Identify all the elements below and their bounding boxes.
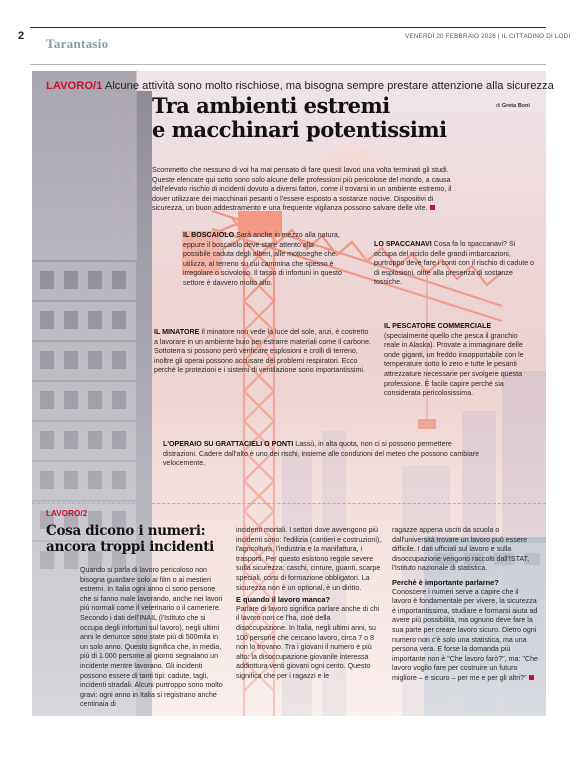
section-rule [30,64,546,65]
end-mark-icon [430,205,435,210]
column-2-text-a: incidenti mortali. I settori dove avvengono più incidenti sono: l'edilizia (cantieri e costruzioni), l'agricoltura, l'industria e la manifattura, i trasporti. Per questo esistono regole severe sulla sicurezza: caschi, cinture, guanti, scarpe speciali, corsi di formazione obbligatori. La sicurezza non è un optional, è un diritto. [236,526,382,592]
kicker-2: LAVORO/2 [46,509,88,518]
byline [496,103,530,109]
job-boscaiolo [183,231,343,289]
column-2 [236,526,382,682]
article-divider [32,503,546,504]
job-name: IL PESCATORE COMMERCIALE [384,322,492,330]
job-text: (specialmente quello che pesca il granchio reale in Alaska). Provate a immaginare delle onde giganti, un freddo insopportabile con le temperature sotto lo zero e tutte le pesanti attrezzature necessarie per svolgere questa professione. È facile capire perché sia considerata pericolosissima. [384,331,524,398]
headline [152,94,447,142]
column-3-text-b: Conoscere i numeri serve a capire che il lavoro è fondamentale per vivere, la sicurezza è importantissima, studiare e formarsi aiuta ad avere più possibilità, ma ognuno deve fare la sua parte per creare lavoro sicuro. Dietro ogni numero non c'è solo una statistica, ma una persona vera. E forse la domanda più importante non è "Che lavoro farò?", ma: "Che lavoro voglio fare per costruire un futuro migliore – e sicuro – per me e per gli altri?" [392,587,538,682]
job-name: IL BOSCAIOLO [183,231,235,239]
byline-prefix: di [496,103,501,109]
masthead: VENERDÌ 20 FEBBRAIO 2026 | IL CITTADINO DI LODI [405,33,571,40]
column-3-paragraph [392,588,538,684]
column-1-text: Quando si parla di lavoro pericoloso non bisogna guardare solo ai film o ai mestieri estremi. In Italia ogni anno ci sono persone che si fanno male lavorando, anche nei lavori più normali come il veterinario o il cameriere. Secondo i dati dell'INAIL (l'Istituto che si occupa degli infortuni sul lavoro), negli ultimi anni le denunce sono state più di 500mila in un solo anno. Questo significa che, in media, più di 1.000 persone al giorno segnalano un incidente mentre lavorano. Gli incidenti possono essere di tanti tipi: cadute, tagli, incidenti stradali. Alcuni purtroppo sono molto gravi: ogni anno in Italia si registrano anche centinaia di [80,566,223,709]
job-pescatore [384,322,534,399]
intro-text: Scommetto che nessuno di voi ha mai pensato di fare questi lavori una volta terminati gli studi. Queste elencate qui sotto sono solo alcune delle professioni più pericolose del mondo, a causa dell'elevato rischio di incidenti dovuto a diversi fattori, come il trovarsi in un ambiente estremo, il dover utilizzare dei macchinari pesanti o l'essere esposto a sostanze nocive. Dispositivi di sicurezza, un buon addestramento e una frequente vigilanza possono salvare delle vite. [152,166,452,213]
headline-2-line-1: Cosa dicono i numeri: [46,523,206,539]
column-3-subhead: Perché è importante parlarne? [392,577,499,587]
job-name: L'OPERAIO SU GRATTACIELI O PONTI [163,440,294,448]
headline-line-2: e macchinari potentissimi [152,117,447,142]
job-text: Lassù, in alta quota, non ci si possono permettere distrazioni. Cadere dall'alto è uno dei rischi, insieme alle condizioni del meteo che possono cambiare velocemente. [163,440,480,468]
byline-author: Greta Boni [501,103,530,109]
end-mark-icon [529,675,534,680]
column-3 [392,526,538,684]
job-text: Il minatore non vede la luce del sole, anzi, è costretto a lavorare in un ambiente buio per estrarre materiali come il carbone. Sottoterra si possono però verificare esplosioni e crolli di terreno, inoltre gli operai possono accusare dei problemi respiratori. Ecco perché le protezioni e i sistemi di ventilazione sono importantissimi. [154,328,371,375]
job-minatore [154,328,372,376]
column-3-text-a: ragazze appena usciti da scuola o dall'università trovare un lavoro può essere difficile. I dati ufficiali sul lavoro e sulla disoccupazione vengono raccolti dall'ISTAT, l'Istituto nazionale di statistica. [392,526,530,573]
job-spaccanavi [374,240,538,288]
column-1 [80,566,226,710]
job-operaio [163,440,481,469]
headline-line-1: Tra ambienti estremi [152,93,390,118]
page-number: 2 [18,30,25,42]
job-name: LO SPACCANAVI [374,240,432,248]
kicker-tag: LAVORO/1 [46,80,103,92]
column-2-text-b: Parlare di lavoro significa parlare anche di chi il lavoro non ce l'ha, cioè della disoccupazione. In Italia, negli ultimi anni, su 100 persone che cercano lavoro, circa 7 o 8 non lo trovano. Tra i giovani il numero è più alto: la disoccupazione giovanile interessa addirittura venti giovani ogni cento. Questo significa che per i ragazzi e le [236,604,380,680]
top-rule [30,27,546,28]
headline-2 [46,523,214,555]
headline-2-line-2: ancora troppi incidenti [46,539,215,555]
job-text: Cosa fa lo spaccanavi? Si occupa del riciclo delle grandi imbarcazioni, purtroppo deve fare i conti con il rischio di cadute o di esplosioni, oltre alla presenza di sostanze tossiche. [374,240,535,287]
kicker [46,80,554,92]
section-title: Tarantasio [46,36,109,51]
column-2-subhead: E quando il lavoro manca? [236,595,331,605]
intro-paragraph [152,166,452,214]
job-name: IL MINATORE [154,328,200,336]
job-text: Sarà anche in mezzo alla natura, eppure il boscaiolo deve stare attento alla possibile caduta degli alberi, alle motoseghe che utilizza, al terreno su cui cammina che spesso è irregolare o scivoloso. Il tasso di infortuni in questo settore è davvero molto alto. [183,231,342,287]
kicker-text: Alcune attività sono molto rischiose, ma bisogna sempre prestare attenzione alla sicurezza [104,80,554,92]
